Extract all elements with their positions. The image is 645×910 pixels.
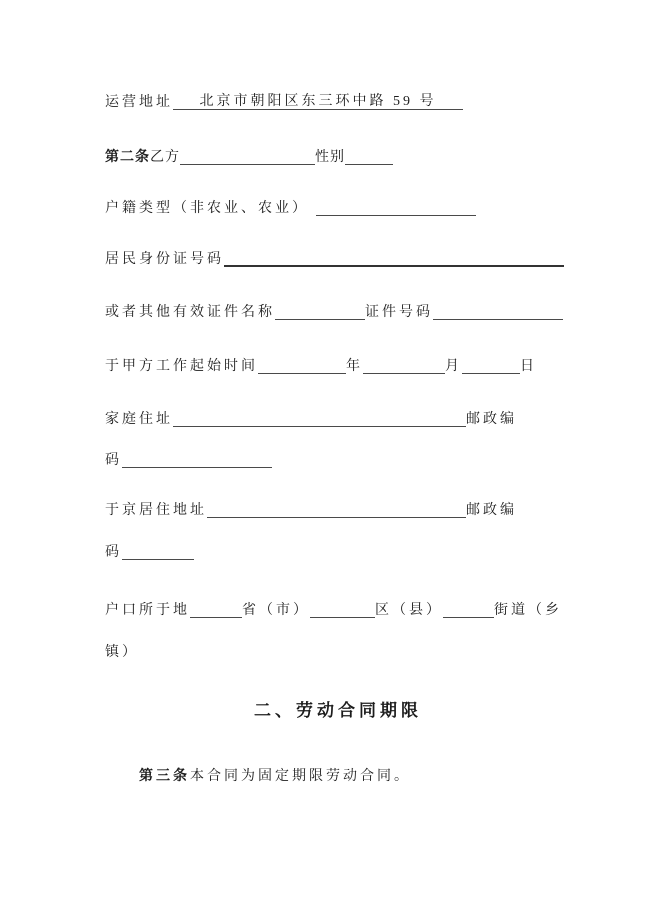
article-3-row — [105, 767, 571, 787]
work-start-label: 于甲方工作起始时间 — [105, 359, 258, 374]
gender-label: 性别 — [315, 150, 345, 165]
home-postal-label-tail: 码 — [105, 453, 122, 468]
street-blank[interactable] — [443, 600, 494, 618]
resident-id-row — [105, 249, 571, 270]
other-certificate-number-label: 证件号码 — [365, 305, 433, 320]
beijing-postal-row — [105, 542, 571, 563]
operating-address-row — [105, 92, 571, 113]
county-label: 区（县） — [375, 603, 443, 618]
beijing-postal-blank[interactable] — [122, 542, 194, 560]
household-registration-label: 户口所于地 — [105, 603, 190, 618]
household-type-row — [105, 198, 571, 219]
household-type-blank[interactable] — [316, 198, 476, 216]
home-postal-label-head: 邮政编 — [466, 412, 517, 427]
operating-address-label: 运营地址 — [105, 95, 173, 110]
county-blank[interactable] — [310, 600, 375, 618]
household-registration-row — [105, 600, 571, 621]
street-label: 街道（乡 — [494, 603, 562, 618]
home-postal-blank[interactable] — [122, 450, 272, 468]
province-label: 省（市） — [242, 603, 310, 618]
resident-id-blank[interactable] — [224, 249, 564, 267]
article-3-text: 本合同为固定期限劳动合同。 — [190, 769, 411, 784]
beijing-address-blank[interactable] — [207, 500, 466, 518]
work-start-day-blank[interactable] — [462, 356, 520, 374]
resident-id-label: 居民身份证号码 — [105, 252, 224, 267]
day-label: 日 — [520, 359, 537, 374]
other-certificate-name-blank[interactable] — [275, 302, 365, 320]
month-label: 月 — [445, 359, 462, 374]
work-start-date-row — [105, 356, 571, 377]
beijing-address-row — [105, 500, 571, 521]
beijing-postal-label-tail: 码 — [105, 545, 122, 560]
other-certificate-row — [105, 302, 571, 323]
household-registration-wrap-row — [105, 643, 571, 663]
work-start-year-blank[interactable] — [258, 356, 346, 374]
other-certificate-name-label: 或者其他有效证件名称 — [105, 305, 275, 320]
article-2-clause-label: 第二条 — [105, 150, 150, 165]
year-label: 年 — [346, 359, 363, 374]
household-type-label: 户籍类型（非农业、农业） — [105, 201, 309, 216]
article-2-row — [105, 147, 571, 168]
article-3-clause-label: 第三条 — [139, 769, 190, 784]
home-address-label: 家庭住址 — [105, 412, 173, 427]
party-b-name-blank[interactable] — [180, 147, 315, 165]
home-address-blank[interactable] — [173, 409, 466, 427]
section-2-heading: 二、劳动合同期限 — [254, 701, 422, 720]
gender-blank[interactable] — [345, 147, 393, 165]
other-certificate-number-blank[interactable] — [433, 302, 563, 320]
party-b-label: 乙方 — [150, 150, 180, 165]
home-postal-row — [105, 450, 571, 471]
province-blank[interactable] — [190, 600, 242, 618]
home-address-row — [105, 409, 571, 430]
beijing-address-label: 于京居住地址 — [105, 503, 207, 518]
street-label-wrapped: 镇） — [105, 645, 139, 660]
beijing-postal-label-head: 邮政编 — [466, 503, 517, 518]
operating-address-value: 北京市朝阳区东三环中路 59 号 — [199, 94, 437, 109]
work-start-month-blank[interactable] — [363, 356, 445, 374]
operating-address-blank[interactable] — [173, 92, 463, 110]
